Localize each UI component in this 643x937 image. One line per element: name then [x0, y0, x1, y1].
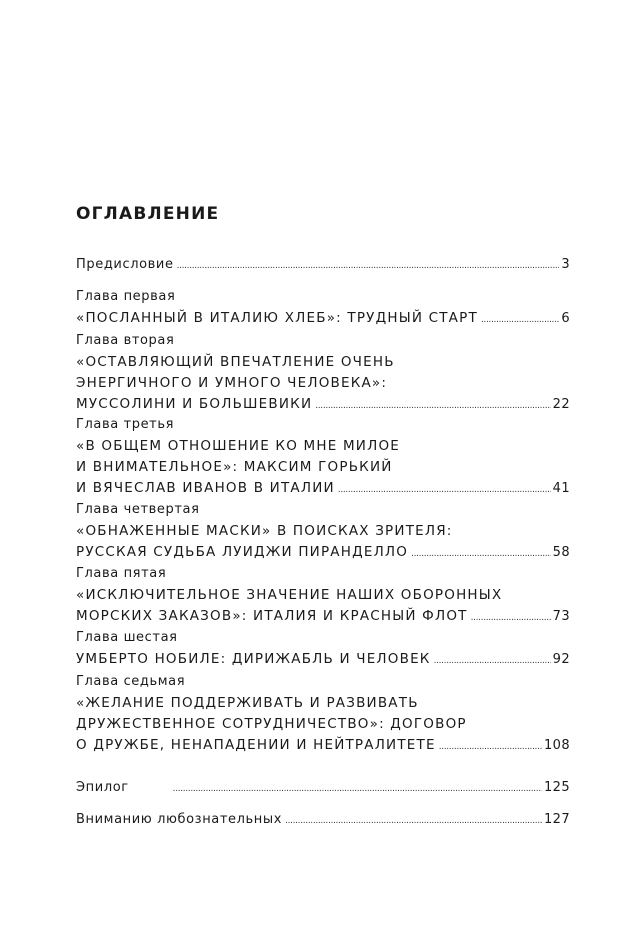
- toc-entry-chapter-5[interactable]: [76, 563, 570, 627]
- toc-entry-chapter-1[interactable]: [76, 286, 570, 329]
- toc-page: [76, 0, 570, 937]
- dot-leader: [173, 778, 542, 800]
- chapter-title-line: «ОБНАЖЕННЫЕ МАСКИ» В ПОИСКАХ ЗРИТЕЛЯ:: [76, 523, 453, 539]
- page-number: 58: [552, 545, 570, 560]
- page-number: 92: [552, 652, 570, 667]
- toc-entry-epilogue[interactable]: [76, 777, 570, 799]
- page-number: 41: [552, 481, 570, 496]
- page-number: 127: [543, 812, 570, 827]
- toc-entry-chapter-4[interactable]: [76, 499, 570, 563]
- page-title: ОГЛАВЛЕНИЕ: [76, 204, 220, 224]
- entry-label: Эпилог: [76, 780, 129, 795]
- dot-leader: [434, 651, 551, 672]
- chapter-heading: Глава шестая: [76, 630, 178, 645]
- chapter-title-line: МОРСКИХ ЗАКАЗОВ»: ИТАЛИЯ И КРАСНЫЙ ФЛОТ: [76, 608, 468, 624]
- dot-leader: [411, 544, 551, 565]
- chapter-heading: Глава первая: [76, 289, 176, 304]
- toc-entry-curious[interactable]: [76, 809, 570, 831]
- dot-leader: [439, 737, 542, 758]
- page-number: 6: [561, 311, 570, 326]
- page-number: 22: [552, 397, 570, 412]
- page-number: 125: [543, 780, 570, 795]
- chapter-title-line: «ПОСЛАННЫЙ В ИТАЛИЮ ХЛЕБ»: ТРУДНЫЙ СТАРТ: [76, 310, 478, 326]
- chapter-heading: Глава седьмая: [76, 674, 186, 689]
- chapter-title-line: ЭНЕРГИЧНОГО И УМНОГО ЧЕЛОВЕКА»:: [76, 375, 388, 391]
- chapter-title-line: «ЖЕЛАНИЕ ПОДДЕРЖИВАТЬ И РАЗВИВАТЬ: [76, 695, 419, 711]
- chapter-title-line: «ИСКЛЮЧИТЕЛЬНОЕ ЗНАЧЕНИЕ НАШИХ ОБОРОННЫХ: [76, 587, 503, 603]
- toc-entry-chapter-6[interactable]: [76, 627, 570, 670]
- entry-label: Предисловие: [76, 257, 174, 272]
- chapter-heading: Глава четвертая: [76, 502, 200, 517]
- chapter-heading: Глава третья: [76, 417, 175, 432]
- dot-leader: [338, 480, 551, 501]
- toc-entry-preface[interactable]: [76, 254, 570, 276]
- dot-leader: [177, 255, 560, 277]
- chapter-title-line: МУССОЛИНИ И БОЛЬШЕВИКИ: [76, 396, 313, 412]
- chapter-title-line: «В ОБЩЕМ ОТНОШЕНИЕ КО МНЕ МИЛОЕ: [76, 438, 400, 454]
- chapter-title-line: ДРУЖЕСТВЕННОЕ СОТРУДНИЧЕСТВО»: ДОГОВОР: [76, 716, 467, 732]
- entry-label: Вниманию любознательных: [76, 812, 283, 827]
- dot-leader: [285, 810, 542, 832]
- toc-entry-chapter-3[interactable]: [76, 414, 570, 499]
- chapter-title-line: УМБЕРТО НОБИЛЕ: ДИРИЖАБЛЬ И ЧЕЛОВЕК: [76, 651, 431, 667]
- chapter-heading: Глава вторая: [76, 333, 175, 348]
- chapter-title-line: «ОСТАВЛЯЮЩИЙ ВПЕЧАТЛЕНИЕ ОЧЕНЬ: [76, 354, 395, 370]
- dot-leader: [471, 608, 551, 629]
- dot-leader: [481, 310, 559, 331]
- chapter-heading: Глава пятая: [76, 566, 167, 581]
- chapter-title-line: И ВНИМАТЕЛЬНОЕ»: МАКСИМ ГОРЬКИЙ: [76, 459, 393, 475]
- page-number: 108: [543, 738, 570, 753]
- toc-entry-chapter-7[interactable]: [76, 671, 570, 756]
- chapter-title-line: И ВЯЧЕСЛАВ ИВАНОВ В ИТАЛИИ: [76, 480, 335, 496]
- page-number: 3: [561, 257, 570, 272]
- chapter-title-line: О ДРУЖБЕ, НЕНАПАДЕНИИ И НЕЙТРАЛИТЕТЕ: [76, 737, 436, 753]
- chapter-title-line: РУССКАЯ СУДЬБА ЛУИДЖИ ПИРАНДЕЛЛО: [76, 544, 409, 560]
- page-number: 73: [552, 609, 570, 624]
- toc-entry-chapter-2[interactable]: [76, 330, 570, 415]
